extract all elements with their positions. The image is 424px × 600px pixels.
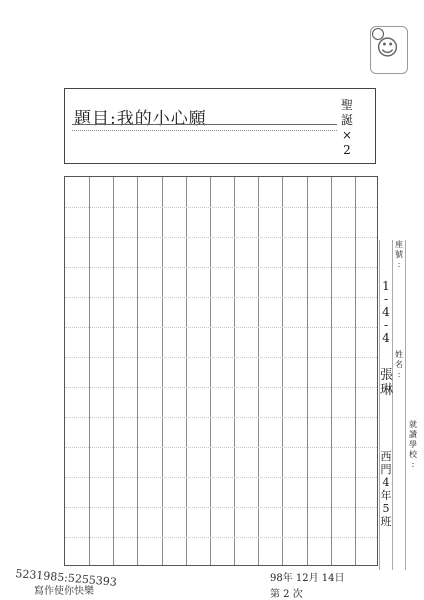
- grid-row-line: [65, 447, 377, 448]
- grid-row-line: [65, 477, 377, 478]
- author-name: 張 琳: [380, 368, 394, 398]
- phone-number: 5231985:5255393: [14, 567, 118, 589]
- date: 98年 12月 14日: [270, 573, 345, 584]
- grid-row-line: [65, 537, 377, 538]
- title-dotted-rule: [72, 130, 337, 131]
- school-class: 西 門 4 年 5 班: [380, 450, 392, 528]
- page-count: 第 2 次: [270, 589, 303, 600]
- mascot-icon: ☺: [376, 36, 399, 61]
- seat-value: 1 - 4 - 4: [382, 279, 390, 345]
- grid-row-line: [65, 507, 377, 508]
- grid-row-line: [65, 267, 377, 268]
- grid-row-line: [65, 387, 377, 388]
- school-label: 就 讀 學 校 :: [409, 420, 417, 469]
- grid-row-line: [65, 357, 377, 358]
- title-rule: [72, 124, 337, 125]
- signature-value: 聖 誕 × 2: [340, 98, 353, 157]
- side-rule: [392, 240, 393, 570]
- essay-grid: [64, 176, 378, 566]
- essay-title: 題目:我的小心願: [74, 109, 207, 129]
- side-rule: [405, 240, 406, 570]
- seat-label: 座 號 :: [395, 240, 403, 269]
- grid-row-line: [65, 327, 377, 328]
- grid-row-line: [65, 237, 377, 238]
- grid-row-line: [65, 207, 377, 208]
- name-label: 姓 名 :: [395, 350, 403, 379]
- grid-row-line: [65, 417, 377, 418]
- grid-row-line: [65, 297, 377, 298]
- slogan: 寫作使你快樂: [34, 586, 94, 597]
